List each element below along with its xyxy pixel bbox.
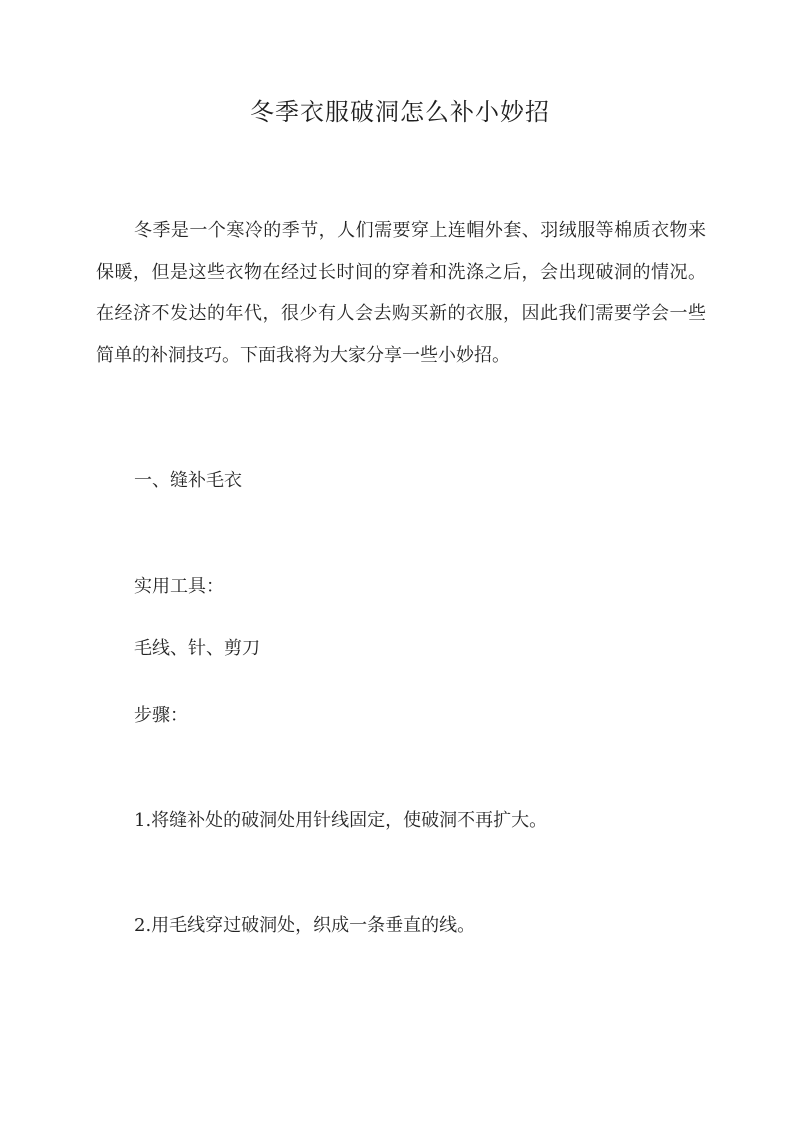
steps-label: 步骤：: [134, 705, 188, 726]
tools-label: 实用工具：: [134, 576, 224, 597]
step-item: 2.用毛线穿过破洞处，织成一条垂直的线。: [134, 915, 476, 936]
document-title: 冬季衣服破洞怎么补小妙招: [250, 98, 550, 126]
step-item: 1.将缝补处的破洞处用针线固定，使破洞不再扩大。: [134, 810, 548, 831]
section-heading: 一、缝补毛衣: [134, 470, 242, 491]
intro-paragraph: 冬季是一个寒冷的季节，人们需要穿上连帽外套、羽绒服等棉质衣物来保暖，但是这些衣物在经过长时间的穿着和洗涤之后，会出现破洞的情况。在经济不发达的年代，很少有人会去购买新的衣服，因此我们需要学会一些简单的补洞技巧。下面我将为大家分享一些小妙招。: [96, 220, 706, 366]
tools-list: 毛线、针、剪刀: [134, 638, 260, 659]
